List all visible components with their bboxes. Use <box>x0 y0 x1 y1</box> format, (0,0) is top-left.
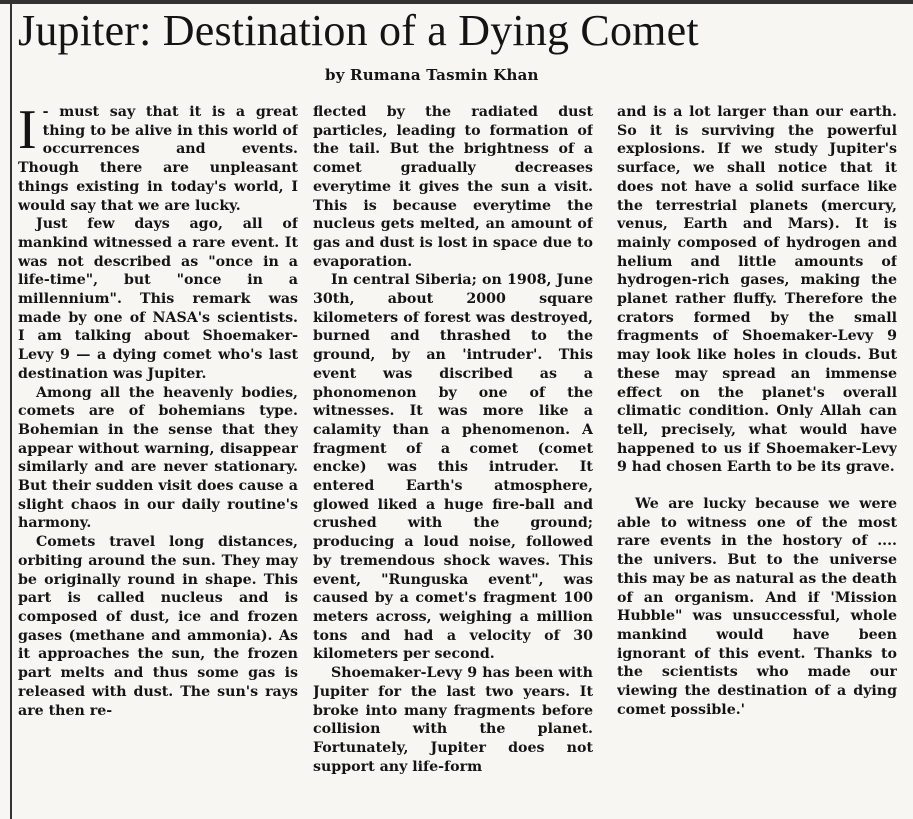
article-column-2 <box>313 103 593 819</box>
article-column-3 <box>617 103 897 819</box>
drop-cap: I <box>18 103 37 161</box>
paragraph: Among all the heavenly bodies, comets are of bohemians type. Bohemian in the sense that they appear without warning, disappear similarly and are never stationary. But their sudden visit does cause a slight chaos in our daily routine's harmony. <box>18 384 298 532</box>
paragraph <box>18 103 298 215</box>
paragraph: flected by the radiated dust particles, leading to formation of the tail. But the brightness of a comet gradually decreases everytime it gives the sun a visit. This is because everytime the nucleus gets melted, an amount of gas and dust is lost in space due to evaporation. <box>313 104 593 270</box>
paragraph: Just few days ago, all of mankind witnessed a rare event. It was not described as "once in a life-time", but "once in a millennium". This remark was made by one of NASA's scientists. I am talking about Shoemaker-Levy 9 — a dying comet who's last destination was Jupiter. <box>18 216 298 382</box>
paragraph: In central Siberia; on 1908, June 30th, about 2000 square kilometers of forest was destroyed, burned and thrashed to the ground, by an 'intruder'. This event was discribed as a phonomenon by one of the witnesses. It was more like a calamity than a phenomenon. A fragment of a comet (comet encke) was this intruder. It entered Earth's atmosphere, glowed liked a huge fire-ball and crushed with the ground; producing a loud noise, followed by tremendous shock waves. This event, "Runguska event", was caused by a comet's fragment 100 meters across, weighing a million tons and had a velocity of 30 kilometers per second. <box>313 272 593 663</box>
article-title: Jupiter: Destination of a Dying Comet <box>18 6 699 55</box>
paragraph-text: - must say that it is a great thing to be alive in this world of occurrences and events. Though there are unpleasant things existing in today's world, I would say that we are lucky. <box>18 104 298 214</box>
paragraph: Comets travel long distances, orbiting around the sun. They may be originally round in shape. This part is called nucleus and is composed of dust, ice and frozen gases (methane and ammonia). As it approaches the sun, the frozen part melts and thus some gas is released with dust. The sun's rays are then re- <box>18 534 298 719</box>
paragraph: and is a lot larger than our earth. So it is surviving the powerful explosions. If we study Jupiter's surface, we shall notice that it does not have a solid surface like the terrestrial planets (mercury, venus, Earth and Mars). It is mainly composed of hydrogen and helium and little amounts of hydrogen-rich gases, making the planet rather fluffy. Therefore the crators formed by the small fragments of Shoemaker-Levy 9 may look like holes in clouds. But these may spread an immense effect on the planet's overall climatic condition. Only Allah can tell, precisely, what would have happened to us if Shoemaker-Levy 9 had chosen Earth to be its grave. <box>617 104 897 476</box>
article-column-1 <box>18 103 298 819</box>
paragraph: We are lucky because we were able to witness one of the most rare events in the hostory of .... the univers. But to the universe this may be as natural as the death of an organism. And if 'Mission Hubble" was unsuccessful, whole mankind would have been ignorant of this event. Thanks to the scientists who made our viewing the destination of a dying comet possible.' <box>617 496 897 718</box>
paragraph: Shoemaker-Levy 9 has been with Jupiter for the last two years. It broke into many fragments before collision with the planet. Fortunately, Jupiter does not support any life-form <box>313 665 593 775</box>
left-column-rule <box>10 4 12 819</box>
article-byline: by Rumana Tasmin Khan <box>325 66 539 84</box>
